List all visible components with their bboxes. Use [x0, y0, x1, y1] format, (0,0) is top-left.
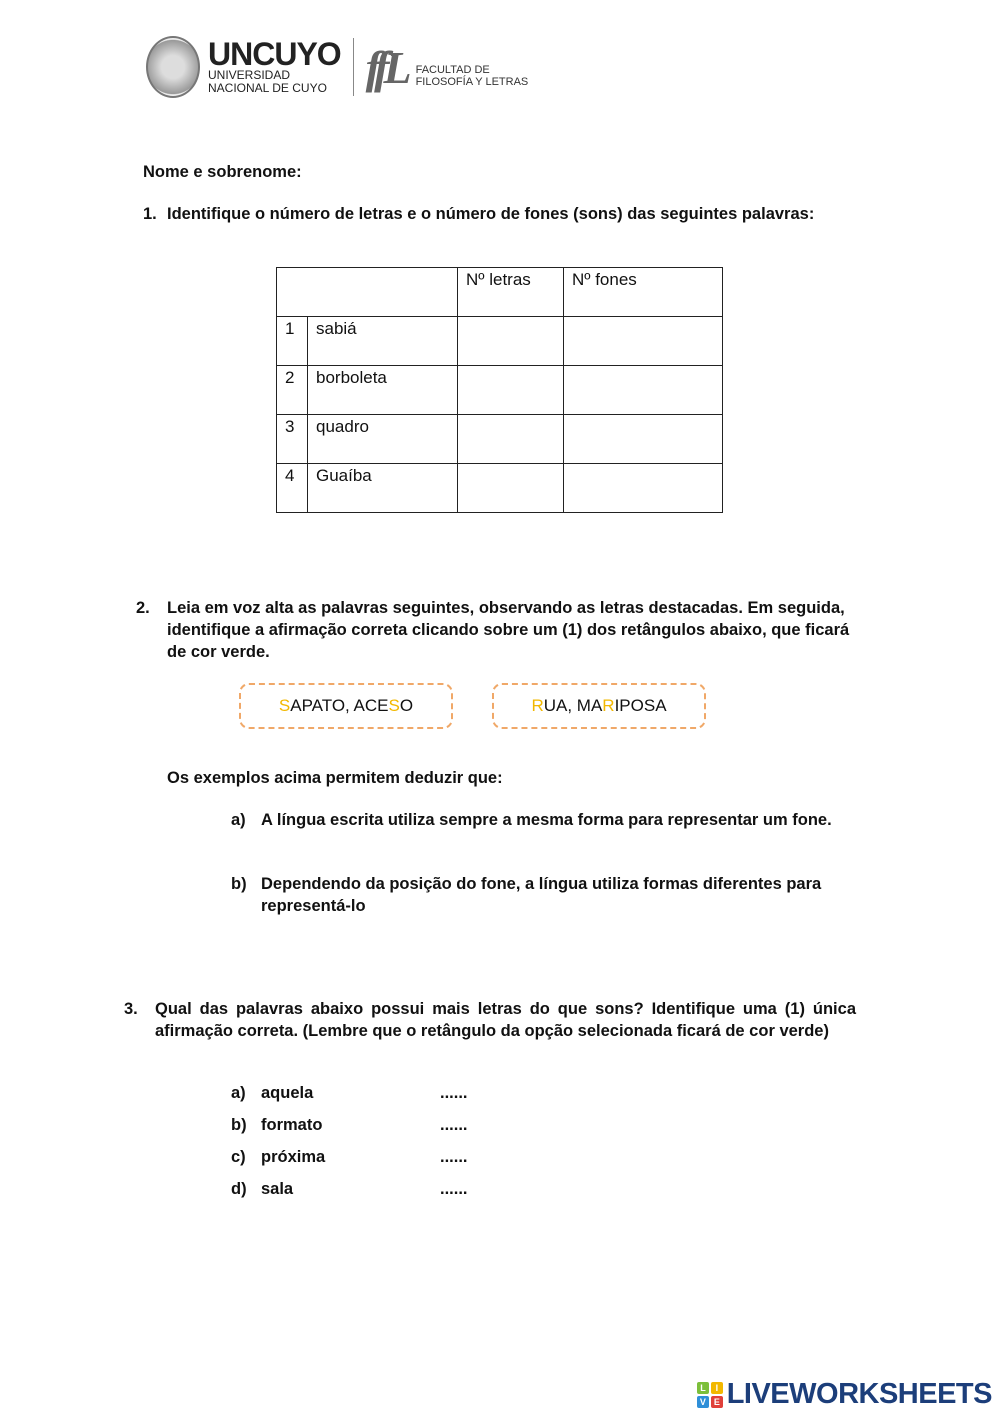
option-marker: c) [231, 1148, 246, 1166]
letters-phones-table [276, 267, 723, 513]
answer-blank[interactable]: ...... [440, 1180, 468, 1198]
answer-marker: b) [231, 875, 247, 893]
option-word: sala [261, 1180, 294, 1198]
col-phones: Nº fones [564, 268, 723, 317]
row-number: 3 [277, 415, 308, 464]
cubes-icon [697, 1382, 723, 1408]
brand-text: LIVEWORKSHEETS [726, 1378, 992, 1410]
highlight-letter: R [602, 696, 615, 715]
letters-input[interactable] [458, 415, 564, 464]
table-header [277, 268, 723, 317]
option-marker: a) [231, 1084, 246, 1102]
answer-blank[interactable]: ...... [440, 1116, 468, 1134]
answer-marker: a) [231, 811, 246, 829]
q3-option-a[interactable] [231, 1082, 468, 1114]
option-marker: d) [231, 1180, 247, 1198]
option-text: O [399, 696, 414, 715]
deduce-text: Os exemplos acima permitem deduzir que: [167, 769, 503, 787]
logo-main: UNCUYO [208, 36, 341, 72]
table-row [277, 464, 723, 513]
question-1 [143, 203, 856, 225]
option-text: APATO, ACE [290, 696, 389, 715]
table-row [277, 366, 723, 415]
name-label: Nome e sobrenome: [143, 163, 302, 181]
university-seal-icon [146, 36, 200, 98]
logo-sub1: UNIVERSIDAD [208, 68, 291, 82]
q3-number: 3. [124, 1000, 138, 1018]
uncuyo-logo [208, 36, 341, 95]
faculty-mark: ffL [365, 41, 406, 93]
header-logo [146, 36, 528, 98]
q3-option-b[interactable] [231, 1114, 468, 1146]
table-row [277, 317, 723, 366]
cube: V [697, 1396, 709, 1408]
answer-b[interactable] [231, 873, 856, 917]
phones-input[interactable] [564, 415, 723, 464]
phones-input[interactable] [564, 366, 723, 415]
q1-number: 1. [143, 205, 157, 223]
answer-blank[interactable]: ...... [440, 1084, 468, 1102]
row-number: 4 [277, 464, 308, 513]
row-word: quadro [308, 415, 458, 464]
q3-option-d[interactable] [231, 1178, 468, 1210]
option-word: próxima [261, 1148, 326, 1166]
question-3 [124, 998, 856, 1042]
q3-options [231, 1082, 468, 1210]
row-word: borboleta [308, 366, 458, 415]
row-number: 1 [277, 317, 308, 366]
option-text: UA, MA [543, 696, 603, 715]
q2-text: Leia em voz alta as palavras seguintes, observando as letras destacadas. Em seguida, identifique a afirmação correta clicando sobre um (1) dos retângulos abaixo, que ficará de cor verde. [167, 599, 850, 661]
q1-text: Identifique o número de letras e o número de fones (sons) das seguintes palavras: [167, 205, 815, 223]
row-word: Guaíba [308, 464, 458, 513]
letters-input[interactable] [458, 317, 564, 366]
faculty-line1: FACULTAD DE [415, 64, 490, 76]
option-word: formato [261, 1116, 323, 1134]
option-sapato-aceso[interactable] [239, 683, 453, 729]
answer-a[interactable] [231, 809, 856, 831]
highlight-letter: R [531, 696, 544, 715]
answer-text: Dependendo da posição do fone, a língua utiliza formas diferentes para representá-lo [261, 875, 822, 915]
option-text: IPOSA [614, 696, 667, 715]
faculty-name [416, 64, 529, 88]
cube: L [697, 1382, 709, 1394]
q2-number: 2. [136, 599, 150, 617]
cube: E [711, 1396, 723, 1408]
answer-text: A língua escrita utiliza sempre a mesma forma para representar um fone. [261, 811, 832, 829]
logo-sub2: NACIONAL DE CUYO [208, 81, 327, 95]
letters-input[interactable] [458, 366, 564, 415]
option-marker: b) [231, 1116, 247, 1134]
liveworksheets-logo [697, 1378, 992, 1411]
phones-input[interactable] [564, 464, 723, 513]
row-word: sabiá [308, 317, 458, 366]
phones-input[interactable] [564, 317, 723, 366]
letters-input[interactable] [458, 464, 564, 513]
highlight-letter: S [388, 696, 400, 715]
q3-text: Qual das palavras abaixo possui mais letras do que sons? Identifique uma (1) única afirmação correta. (Lembre que o retângulo da opção selecionada ficará de cor verde) [155, 1000, 856, 1040]
header-empty [277, 268, 458, 317]
logo-divider [353, 38, 354, 96]
option-rua-mariposa[interactable] [492, 683, 706, 729]
faculty-line2: FILOSOFÍA Y LETRAS [415, 76, 529, 88]
answer-blank[interactable]: ...... [440, 1148, 468, 1166]
row-number: 2 [277, 366, 308, 415]
col-letters: Nº letras [458, 268, 564, 317]
cube: I [711, 1382, 723, 1394]
option-word: aquela [261, 1084, 314, 1102]
table-row [277, 415, 723, 464]
question-2 [136, 597, 856, 663]
highlight-letter: S [278, 696, 291, 715]
q3-option-c[interactable] [231, 1146, 468, 1178]
